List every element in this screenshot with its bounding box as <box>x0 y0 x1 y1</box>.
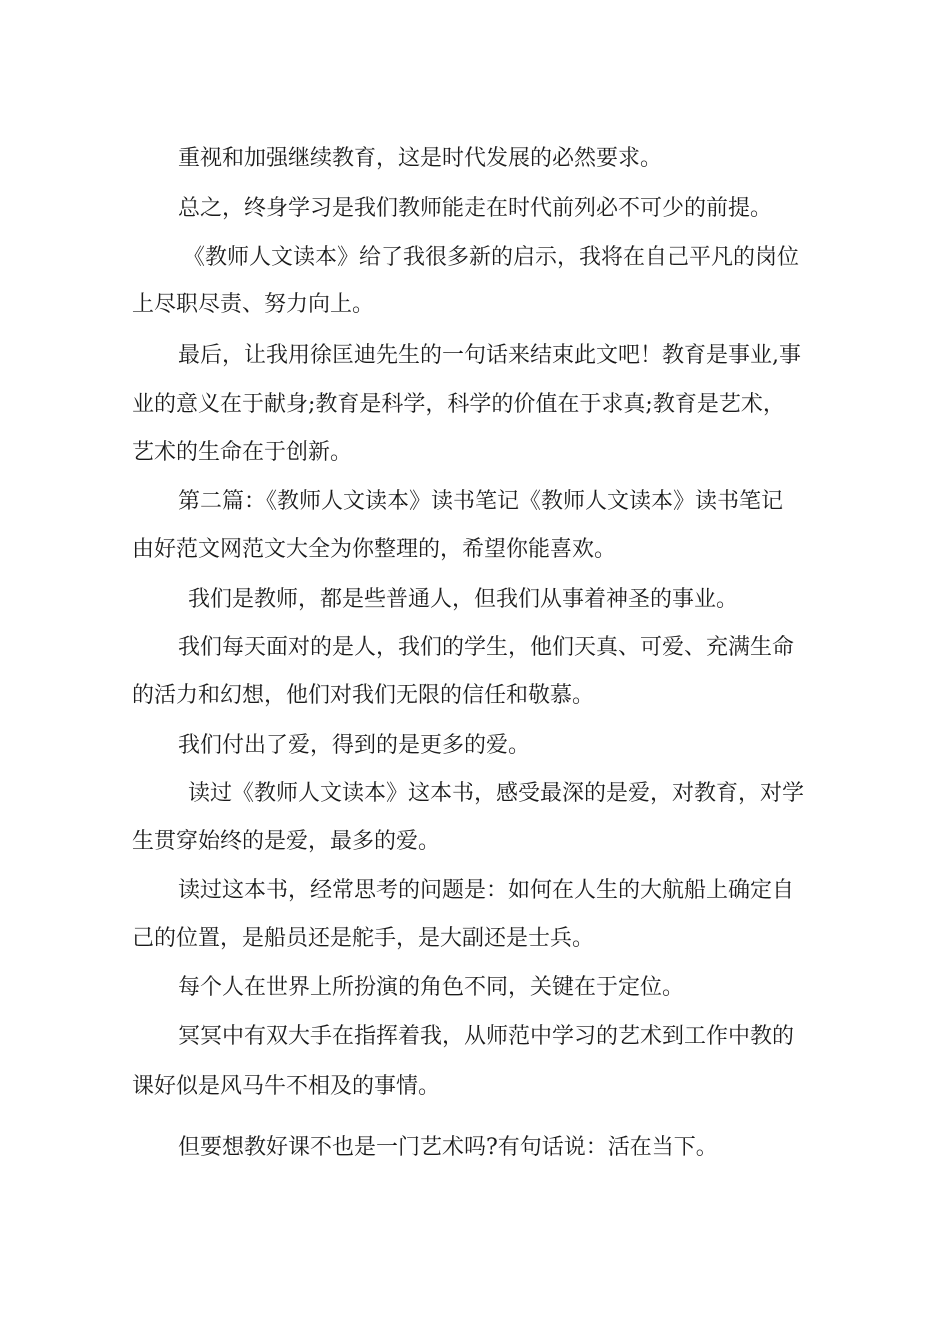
text-line: 《教师人文读本》给了我很多新的启示，我将在自己平凡的岗位 <box>183 245 800 270</box>
text-line: 己的位置，是船员还是舵手，是大副还是士兵。 <box>132 926 595 951</box>
text-line: 由好范文网范文大全为你整理的，希望你能喜欢。 <box>132 537 617 562</box>
text-line: 艺术的生命在于创新。 <box>132 440 353 465</box>
text-line: 最后，让我用徐匡迪先生的一句话来结束此文吧！教育是事业,事 <box>178 343 801 368</box>
text-line: 读过这本书，经常思考的问题是：如何在人生的大航船上确定自 <box>178 878 795 903</box>
text-line: 业的意义在于献身;教育是科学，科学的价值在于求真;教育是艺术， <box>132 392 785 417</box>
text-line: 我们付出了爱，得到的是更多的爱。 <box>178 733 531 758</box>
text-line: 我们是教师，都是些普通人，但我们从事着神圣的事业。 <box>188 587 739 612</box>
text-line: 上尽职尽责、努力向上。 <box>132 292 375 317</box>
text-line: 我们每天面对的是人，我们的学生，他们天真、可爱、充满生命 <box>178 635 795 660</box>
text-line: 但要想教好课不也是一门艺术吗?有句话说：活在当下。 <box>178 1135 718 1160</box>
text-line: 冥冥中有双大手在指挥着我，从师范中学习的艺术到工作中教的 <box>178 1024 795 1049</box>
text-line: 每个人在世界上所扮演的角色不同，关键在于定位。 <box>178 975 685 1000</box>
text-line: 第二篇：《教师人文读本》读书笔记《教师人文读本》读书笔记 <box>178 489 784 514</box>
text-line: 读过《教师人文读本》这本书，感受最深的是爱，对教育，对学 <box>188 781 805 806</box>
text-line: 的活力和幻想，他们对我们无限的信任和敬慕。 <box>132 683 595 708</box>
text-line: 生贯穿始终的是爱，最多的爱。 <box>132 829 441 854</box>
text-line: 课好似是风马牛不相及的事情。 <box>132 1074 441 1099</box>
text-line: 重视和加强继续教育，这是时代发展的必然要求。 <box>178 146 663 171</box>
text-line: 总之，终身学习是我们教师能走在时代前列必不可少的前提。 <box>178 196 773 221</box>
